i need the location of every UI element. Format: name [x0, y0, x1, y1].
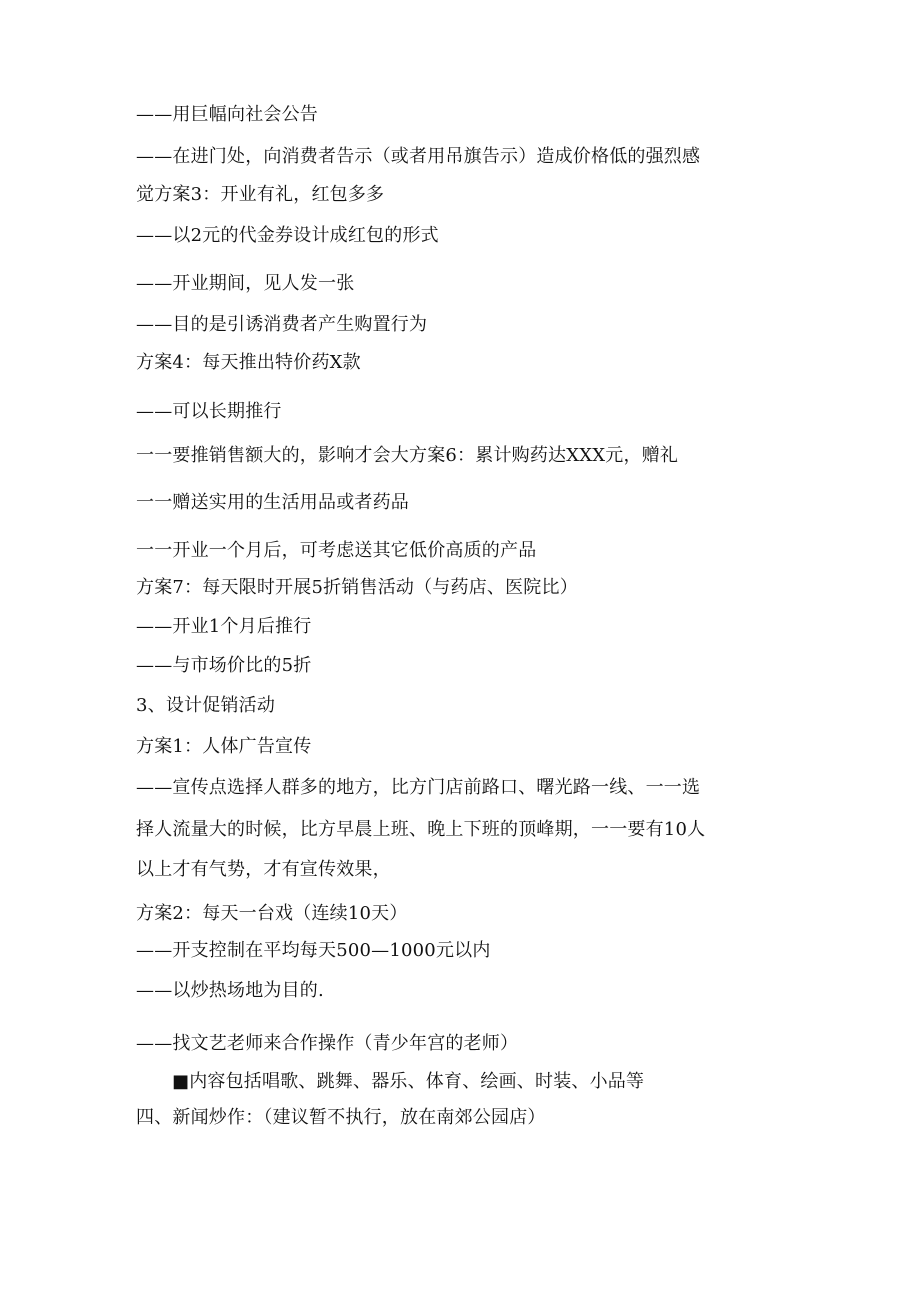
text-line-21: ——开支控制在平均每天500—1000元以内 — [136, 940, 491, 961]
text-line-1: ——用巨幅向社会公告 — [136, 104, 318, 125]
text-line-25: 四、新闻炒作：（建议暂不执行，放在南郊公园店） — [136, 1107, 546, 1128]
text-line-23: ——找文艺老师来合作操作（青少年宫的老师） — [136, 1033, 519, 1054]
text-line-22: ——以炒热场地为目的. — [136, 980, 324, 1001]
text-line-8: ——可以长期推行 — [136, 401, 282, 422]
text-line-10: 一一赠送实用的生活用品或者药品 — [136, 492, 409, 513]
text-line-9: 一一要推销售额大的，影响才会大方案6：累计购药达XXX元，赠礼 — [136, 445, 679, 466]
text-line-4: ——以2元的代金券设计成红包的形式 — [136, 225, 439, 246]
text-line-12: 方案7：每天限时开展5折销售活动（与药店、医院比） — [136, 577, 578, 598]
text-line-14: ——与市场价比的5折 — [136, 655, 312, 676]
text-line-7: 方案4：每天推出特价药X款 — [136, 352, 361, 373]
text-line-17: ——宣传点选择人群多的地方，比方门店前路口、曙光路一线、一一选 — [136, 777, 701, 798]
text-line-19: 以上才有气势，才有宣传效果， — [136, 859, 391, 880]
text-line-20: 方案2：每天一台戏（连续10天） — [136, 903, 408, 924]
text-line-24: ■内容包括唱歌、跳舞、器乐、体育、绘画、时装、小品等 — [172, 1071, 645, 1092]
text-line-16: 方案1：人体广告宣传 — [136, 736, 312, 757]
text-line-11: 一一开业一个月后，可考虑送其它低价高质的产品 — [136, 540, 537, 561]
text-line-18: 择人流量大的时候，比方早晨上班、晚上下班的顶峰期，一一要有10人 — [136, 819, 706, 840]
text-line-2: ——在进门处，向消费者告示（或者用吊旗告示）造成价格低的强烈感 — [136, 146, 701, 167]
text-line-13: ——开业1个月后推行 — [136, 616, 312, 637]
text-line-6: ——目的是引诱消费者产生购置行为 — [136, 314, 428, 335]
text-line-3: 觉方案3：开业有礼，红包多多 — [136, 184, 385, 205]
text-line-5: ——开业期间，见人发一张 — [136, 273, 355, 294]
text-line-15: 3、设计促销活动 — [136, 695, 276, 716]
